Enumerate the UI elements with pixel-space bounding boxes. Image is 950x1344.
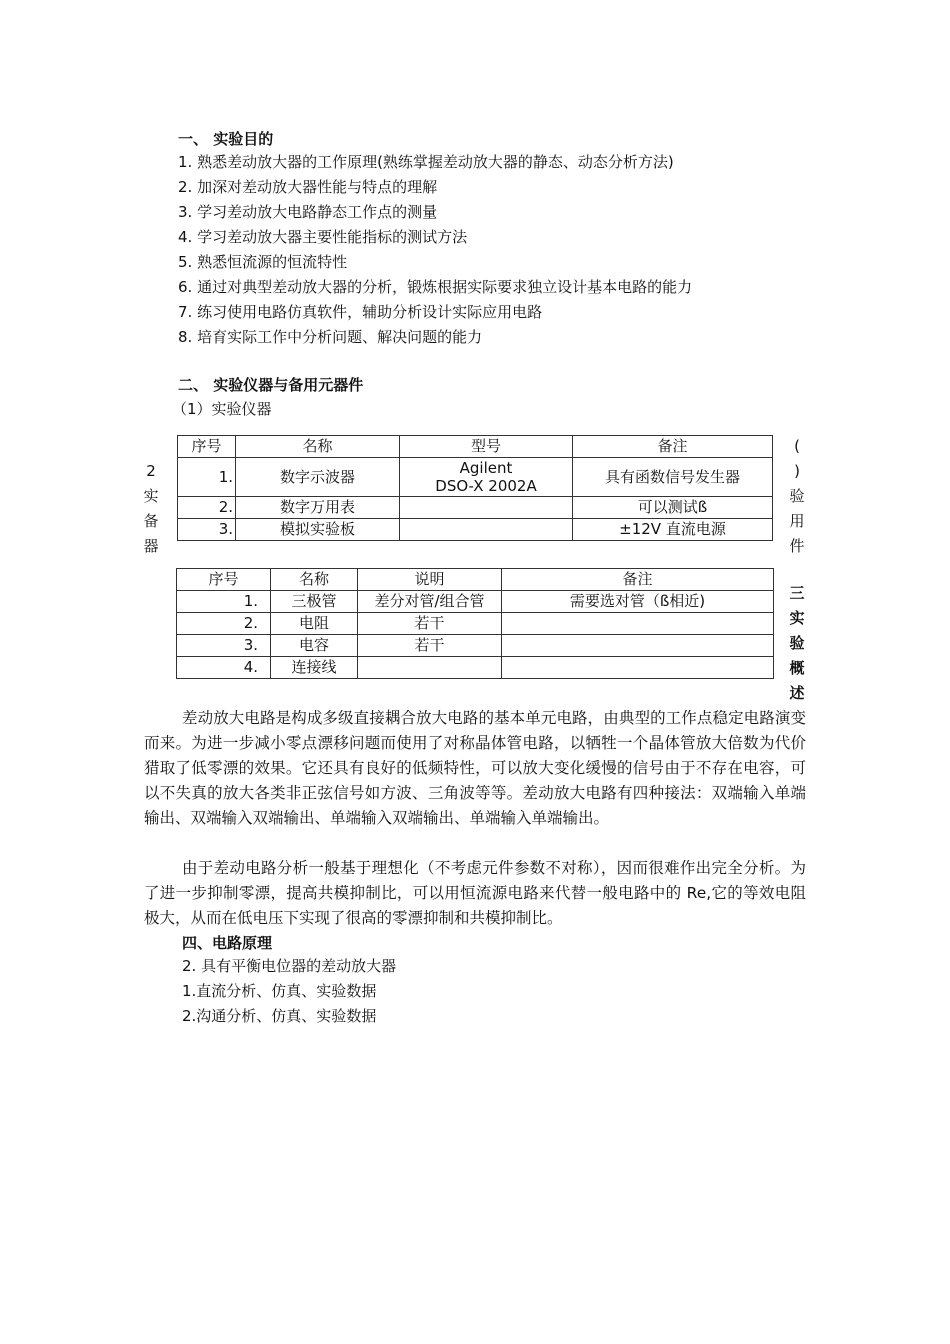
table-row — [177, 591, 774, 613]
table-cell: 若干 — [358, 613, 502, 635]
right-vertical-label: ( ) 验 用 件 — [789, 437, 805, 555]
table-cell — [502, 635, 774, 657]
left-vertical-label: 2 实 备 器 — [143, 462, 159, 555]
list-item: 2. 具有平衡电位器的差动放大器 — [182, 957, 397, 975]
table-row — [178, 519, 773, 541]
table-header: 序号 — [178, 436, 236, 458]
list-item: 8. 培育实际工作中分析问题、解决问题的能力 — [178, 328, 483, 346]
section4-list — [182, 954, 396, 1029]
list-item: 3. 学习差动放大电路静态工作点的测量 — [178, 203, 438, 221]
list-item: 4. 学习差动放大器主要性能指标的测试方法 — [178, 228, 468, 246]
list-item: 2. 加深对差动放大器性能与特点的理解 — [178, 178, 438, 196]
table-header: 备注 — [502, 569, 774, 591]
table-row — [177, 635, 774, 657]
table-cell — [400, 497, 573, 519]
table-header: 说明 — [358, 569, 502, 591]
table-cell — [502, 657, 774, 679]
table-cell — [400, 519, 573, 541]
table-cell: 4. — [177, 657, 271, 679]
table-cell: 2. — [177, 613, 271, 635]
table-cell: 1. — [177, 591, 271, 613]
table-cell: 模拟实验板 — [236, 519, 400, 541]
table-cell — [502, 613, 774, 635]
table-cell: 1. — [178, 458, 236, 497]
table-row — [177, 657, 774, 679]
components-table — [176, 568, 774, 679]
table-cell: 可以测试ß — [573, 497, 773, 519]
table-header: 序号 — [177, 569, 271, 591]
list-item: 1.直流分析、仿真、实验数据 — [182, 982, 377, 1000]
table-cell: 电容 — [271, 635, 358, 657]
table-cell: 数字示波器 — [236, 458, 400, 497]
section4-heading: 四、电路原理 — [182, 934, 273, 952]
list-item: 6. 通过对典型差动放大器的分析，锻炼根据实际要求独立设计基本电路的能力 — [178, 278, 693, 296]
table-cell: Agilent DSO-X 2002A — [400, 458, 573, 497]
table-header: 备注 — [573, 436, 773, 458]
overview-paragraph-1: 差动放大电路是构成多级直接耦合放大电路的基本单元电路，由典型的工作点稳定电路演变而来。为进一步减小零点漂移问题而使用了对称晶体管电路，以牺牲一个晶体管放大倍数为代价猎取了低零漂的效果。它还具有良好的低频特性，可以放大变化缓慢的信号由于不存在电容，可以不失真的放大各类非正弦信号如方波、三角波等等。差动放大电路有四种接法：双端输入单端输出、双端输入双端输出、单端输入双端输出、单端输入单端输出。 — [144, 709, 806, 827]
overview-paragraph-2: 由于差动电路分析一般基于理想化（不考虑元件参数不对称），因而很难作出完全分析。为了进一步抑制零漂，提高共模抑制比，可以用恒流源电路来代替一般电路中的 Re,它的等效电阻极大，从而在低电压下实现了很高的零漂抑制和共模抑制比。 — [144, 859, 806, 927]
list-item: 1. 熟悉差动放大器的工作原理(熟练掌握差动放大器的静态、动态分析方法) — [178, 153, 674, 171]
table-cell: 差分对管/组合管 — [358, 591, 502, 613]
section2-heading: 二、 实验仪器与备用元器件 — [178, 376, 364, 394]
table-cell: 若干 — [358, 635, 502, 657]
table-row — [178, 458, 773, 497]
table-cell: ±12V 直流电源 — [573, 519, 773, 541]
table-row — [177, 613, 774, 635]
table-header: 型号 — [400, 436, 573, 458]
table-cell: 连接线 — [271, 657, 358, 679]
table-header-row — [177, 569, 774, 591]
table-cell: 3. — [178, 519, 236, 541]
section3-heading: 三 实 验 概 述 — [789, 584, 805, 702]
table-cell: 三极管 — [271, 591, 358, 613]
list-item: 7. 练习使用电路仿真软件，辅助分析设计实际应用电路 — [178, 303, 543, 321]
table-header: 名称 — [271, 569, 358, 591]
table-cell: 3. — [177, 635, 271, 657]
table-cell: 数字万用表 — [236, 497, 400, 519]
table-header: 名称 — [236, 436, 400, 458]
list-item: 2.沟通分析、仿真、实验数据 — [182, 1007, 377, 1025]
table-cell — [358, 657, 502, 679]
section1-list — [178, 150, 692, 350]
section1-heading: 一、 实验目的 — [178, 130, 274, 148]
table-cell: 2. — [178, 497, 236, 519]
table-cell: 具有函数信号发生器 — [573, 458, 773, 497]
table-row — [178, 497, 773, 519]
table-header-row — [178, 436, 773, 458]
table-cell: 需要选对管（ß相近) — [502, 591, 774, 613]
list-item: 5. 熟悉恒流源的恒流特性 — [178, 253, 348, 271]
section2-subheading: （1）实验仪器 — [172, 400, 272, 418]
table-cell: 电阻 — [271, 613, 358, 635]
instrument-table — [177, 435, 773, 541]
